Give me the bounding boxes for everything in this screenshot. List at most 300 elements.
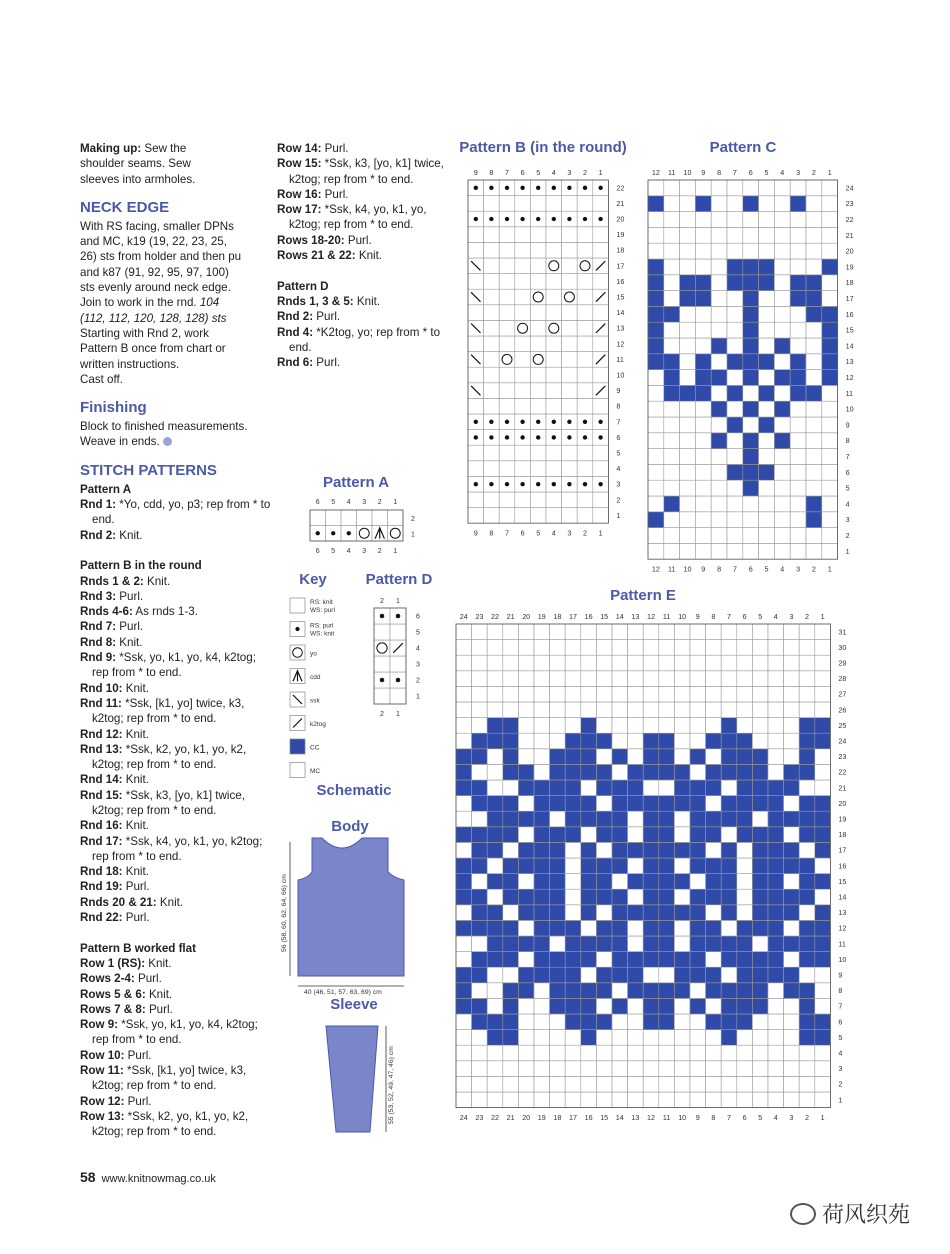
chart-cell (774, 480, 790, 496)
cc-cell (721, 718, 737, 734)
cc-cell (487, 1030, 503, 1046)
chart-cell (577, 367, 593, 383)
cc-cell (822, 354, 838, 370)
chart-cell (706, 796, 722, 812)
cc-cell (550, 780, 566, 796)
instruction-label: Rows 2-4: (80, 972, 135, 986)
pattern-e-title: Pattern E (610, 587, 676, 604)
chart-cell (664, 227, 680, 243)
chart-cell (737, 624, 753, 640)
chart-cell (518, 702, 534, 718)
chart-cell (612, 764, 628, 780)
chart-cell (472, 718, 488, 734)
chart-cell (737, 702, 753, 718)
cc-cell (664, 354, 680, 370)
cc-cell (759, 259, 775, 275)
instruction-row (80, 497, 275, 528)
chart-cell (680, 243, 696, 259)
column-number: 19 (537, 1112, 546, 1122)
purl-dot (583, 420, 587, 424)
chart-cell (706, 1061, 722, 1077)
chart-cell (534, 1061, 550, 1077)
chart-cell (499, 367, 515, 383)
row-number: 10 (616, 370, 625, 380)
chart-cell (518, 749, 534, 765)
cc-cell (503, 983, 519, 999)
cc-cell (581, 936, 597, 952)
instruction-label: Rnd 8: (80, 635, 117, 649)
chart-cell (515, 289, 531, 305)
chart-cell (518, 998, 534, 1014)
chart-cell (612, 702, 628, 718)
row-number: 18 (616, 245, 625, 255)
chart-cell (503, 686, 519, 702)
chart-cell (534, 1045, 550, 1061)
chart-cell (721, 655, 737, 671)
row-number: 12 (838, 923, 847, 933)
pattern-c-title: Pattern C (709, 139, 777, 156)
chart-cell (577, 383, 593, 399)
key-label: RS: purl (310, 622, 334, 630)
chart-cell (565, 1045, 581, 1061)
chart-cell (721, 1061, 737, 1077)
row-number: 2 (616, 495, 621, 505)
row-number: 27 (838, 689, 847, 699)
chart-cell (518, 1092, 534, 1108)
column-number: 3 (789, 612, 794, 621)
cc-cell (628, 952, 644, 968)
cc-cell (768, 780, 784, 796)
chart-cell (530, 274, 546, 290)
chart-cell (664, 212, 680, 228)
column-number: 14 (615, 612, 624, 621)
chart-cell (711, 180, 727, 196)
cc-cell (822, 370, 838, 386)
chart-cell (628, 889, 644, 905)
purl-dot (520, 420, 524, 424)
cc-cell (565, 936, 581, 952)
chart-cell (643, 640, 659, 656)
chart-cell (468, 336, 484, 352)
chart-cell (774, 354, 790, 370)
row-number: 2 (845, 531, 850, 541)
cc-cell (503, 874, 519, 890)
key-title: Key (299, 571, 327, 588)
cc-cell (721, 858, 737, 874)
cc-cell (648, 338, 664, 354)
chart-cell (565, 1092, 581, 1108)
chart-cell (759, 322, 775, 338)
instruction-text: Purl. (124, 1048, 152, 1062)
chart-cell (628, 686, 644, 702)
chart-cell (784, 655, 800, 671)
cc-cell (759, 464, 775, 480)
chart-cell (518, 718, 534, 734)
cc-cell (774, 338, 790, 354)
neck-edge-line: 26) sts from holder and then pu (80, 250, 242, 264)
chart-cell (784, 640, 800, 656)
chart-cell (515, 242, 531, 258)
cc-cell (628, 905, 644, 921)
cc-cell (752, 967, 768, 983)
cc-cell (550, 889, 566, 905)
chart-cell (550, 624, 566, 640)
chart-cell (628, 655, 644, 671)
purl-dot (536, 482, 540, 486)
chart-cell (628, 936, 644, 952)
chart-cell (487, 749, 503, 765)
chart-cell (774, 212, 790, 228)
chart-cell (565, 671, 581, 687)
chart-cell (674, 702, 690, 718)
cc-cell (752, 780, 768, 796)
chart-cell (534, 702, 550, 718)
pattern-d-instructions (277, 294, 447, 370)
chart-cell (806, 480, 822, 496)
cc-cell (784, 889, 800, 905)
instruction-row (80, 681, 275, 696)
cc-cell (472, 842, 488, 858)
chart-cell (674, 655, 690, 671)
cc-cell (752, 858, 768, 874)
chart-cell (518, 671, 534, 687)
chart-cell (664, 464, 680, 480)
instruction-text: Purl. (134, 972, 162, 986)
instruction-text: Purl. (124, 1094, 152, 1108)
chart-cell (759, 196, 775, 212)
chart-cell (499, 508, 515, 524)
chart-cell (752, 671, 768, 687)
row-number: 4 (838, 1048, 843, 1058)
instruction-label: Rnd 4: (277, 325, 314, 339)
column-number: 18 (553, 612, 562, 621)
row-number: 9 (616, 386, 621, 396)
chart-cell (487, 780, 503, 796)
chart-cell (737, 686, 753, 702)
chart-cell (659, 1045, 675, 1061)
instruction-text: Purl. (145, 1002, 173, 1016)
chart-cell (706, 1076, 722, 1092)
column-number: 4 (346, 499, 351, 506)
chart-cell (706, 686, 722, 702)
instruction-label: Row 11: (80, 1064, 124, 1078)
instruction-row (80, 1002, 275, 1017)
instruction-row (80, 635, 275, 650)
instruction-label: Rnd 17: (80, 834, 123, 848)
chart-cell (518, 624, 534, 640)
chart-cell (648, 528, 664, 544)
cc-cell (472, 920, 488, 936)
cc-cell (659, 998, 675, 1014)
chart-cell (674, 998, 690, 1014)
instruction-label: Row 17: (277, 203, 322, 217)
chart-cell (484, 508, 500, 524)
chart-cell (711, 449, 727, 465)
cc-cell (550, 858, 566, 874)
chart-cell (596, 1030, 612, 1046)
chart-cell (674, 1061, 690, 1077)
chart-cell (468, 367, 484, 383)
body-width-label: 40 (46, 51, 57, 63, 69) cm (304, 989, 382, 996)
chart-cell (518, 796, 534, 812)
chart-cell (752, 718, 768, 734)
chart-cell (515, 398, 531, 414)
chart-cell (759, 227, 775, 243)
chart-cell (815, 640, 831, 656)
cc-cell (550, 998, 566, 1014)
chart-cell (581, 967, 597, 983)
column-number: 9 (701, 564, 706, 572)
chart-cell (695, 528, 711, 544)
cc-cell (534, 952, 550, 968)
chart-cell (499, 492, 515, 508)
chart-cell (503, 671, 519, 687)
chart-cell (484, 227, 500, 243)
cc-cell (721, 952, 737, 968)
purl-dot (567, 482, 571, 486)
chart-cell (759, 401, 775, 417)
chart-cell (593, 445, 609, 461)
chart-cell (546, 227, 562, 243)
chart-cell (593, 336, 609, 352)
chart-cell (577, 305, 593, 321)
column-number: 3 (796, 564, 801, 572)
instruction-label: Rows 18-20: (277, 233, 345, 247)
chart-cell (648, 401, 664, 417)
chart-cell (680, 212, 696, 228)
cc-cell (737, 967, 753, 983)
column-number: 24 (459, 1112, 468, 1122)
chart-cell (822, 543, 838, 559)
purl-dot (474, 186, 478, 190)
chart-cell (674, 1030, 690, 1046)
chart-cell (664, 433, 680, 449)
instruction-row (80, 1109, 275, 1140)
chart-cell (768, 624, 784, 640)
chart-cell (643, 1076, 659, 1092)
cc-cell (487, 920, 503, 936)
instruction-row (277, 202, 447, 233)
neck-edge-line: Pattern B once from chart or (80, 342, 226, 356)
chart-cell (643, 655, 659, 671)
column-number: 14 (615, 1112, 624, 1122)
cc-cell (659, 874, 675, 890)
chart-cell (695, 496, 711, 512)
instruction-row (277, 248, 447, 263)
purl-dot (552, 217, 556, 221)
chart-cell (456, 1014, 472, 1030)
cc-cell (648, 306, 664, 322)
cc-cell (690, 889, 706, 905)
chart-cell (581, 1076, 597, 1092)
instruction-text: *Ssk, k2, yo, k1, yo, k2, k2tog; rep from * to end. (92, 1109, 249, 1139)
cc-cell (565, 920, 581, 936)
column-number: 6 (742, 612, 747, 621)
chart-cell (674, 920, 690, 936)
cc-cell (659, 796, 675, 812)
chart-cell (737, 889, 753, 905)
cc-cell (456, 780, 472, 796)
chart-cell (737, 718, 753, 734)
cc-cell (695, 291, 711, 307)
chart-cell (806, 449, 822, 465)
row-number: 19 (838, 814, 847, 824)
instruction-row (277, 309, 447, 324)
cc-cell (721, 998, 737, 1014)
cc-cell (503, 858, 519, 874)
key-label: ssk (310, 697, 320, 705)
chart-cell (674, 686, 690, 702)
instruction-row (277, 325, 447, 356)
chart-cell (752, 655, 768, 671)
chart-cell (727, 338, 743, 354)
instruction-label: Row 12: (80, 1094, 125, 1108)
pattern-a-instructions (80, 497, 275, 543)
chart-cell (628, 858, 644, 874)
chart-cell (674, 858, 690, 874)
cc-cell (680, 385, 696, 401)
chart-cell (518, 1076, 534, 1092)
cc-cell (706, 936, 722, 952)
cc-cell (612, 796, 628, 812)
cc-cell (612, 952, 628, 968)
chart-cell (822, 433, 838, 449)
chart-cell (815, 764, 831, 780)
column-2 (277, 141, 447, 370)
chart-cell (518, 733, 534, 749)
chart-cell (664, 180, 680, 196)
chart-cell (822, 227, 838, 243)
cc-cell (706, 764, 722, 780)
instruction-row (80, 619, 275, 634)
chart-cell (743, 227, 759, 243)
chart-cell (659, 967, 675, 983)
cc-cell (550, 905, 566, 921)
chart-cell (503, 842, 519, 858)
row-number: 4 (616, 464, 621, 474)
cc-cell (503, 764, 519, 780)
chart-cell (806, 212, 822, 228)
column-number: 9 (695, 1112, 700, 1122)
chart-cell (562, 367, 578, 383)
chart-cell (550, 1076, 566, 1092)
chart-cell (484, 242, 500, 258)
chart-cell (565, 1061, 581, 1077)
chart-cell (565, 702, 581, 718)
cc-cell (534, 780, 550, 796)
cc-cell (648, 259, 664, 275)
cc-cell (706, 983, 722, 999)
chart-cell (674, 936, 690, 952)
cc-cell (472, 796, 488, 812)
instruction-row (80, 910, 275, 925)
cc-cell (581, 1030, 597, 1046)
chart-cell (499, 227, 515, 243)
instruction-row (80, 864, 275, 879)
chart-cell (612, 1076, 628, 1092)
column-number: 8 (489, 168, 494, 177)
cc-cell (659, 889, 675, 905)
cc-cell (643, 764, 659, 780)
cc-cell (752, 764, 768, 780)
row-number: 7 (845, 452, 850, 462)
cc-cell (674, 796, 690, 812)
column-number: 21 (506, 1112, 515, 1122)
column-number: 3 (362, 548, 367, 555)
column-number: 21 (506, 612, 515, 621)
chart-cell (790, 417, 806, 433)
column-number: 1 (393, 548, 398, 555)
chart-cell (690, 671, 706, 687)
chart-cell (628, 671, 644, 687)
row-number: 14 (838, 892, 847, 902)
column-number: 2 (811, 168, 816, 177)
chart-cell (752, 811, 768, 827)
cc-cell (664, 370, 680, 386)
neck-edge-line (80, 295, 275, 310)
cc-cell (643, 796, 659, 812)
chart-cell (774, 243, 790, 259)
chart-cell (487, 640, 503, 656)
key-label: yo (310, 650, 317, 658)
instruction-row (277, 156, 447, 187)
sleeve-schematic (320, 1014, 400, 1136)
cc-cell (596, 936, 612, 952)
column-number: 12 (651, 564, 660, 572)
row-number: 2 (838, 1079, 843, 1089)
chart-cell (706, 671, 722, 687)
chart-cell (752, 1030, 768, 1046)
chart-cell (711, 196, 727, 212)
chart-cell (593, 274, 609, 290)
chart-cell (456, 733, 472, 749)
chart-cell (472, 655, 488, 671)
chart-cell (472, 811, 488, 827)
chart-cell (768, 983, 784, 999)
row-number: 22 (845, 215, 854, 225)
chart-cell (612, 874, 628, 890)
cc-cell (648, 354, 664, 370)
row-number: 3 (845, 515, 850, 525)
chart-cell (711, 227, 727, 243)
chart-cell (737, 874, 753, 890)
chart-cell (815, 889, 831, 905)
chart-cell (674, 889, 690, 905)
chart-cell (759, 370, 775, 386)
chart-cell (550, 655, 566, 671)
chart-cell (822, 180, 838, 196)
chart-cell (648, 180, 664, 196)
cc-cell (550, 827, 566, 843)
cc-cell (643, 858, 659, 874)
chart-cell (799, 671, 815, 687)
cc-cell (695, 196, 711, 212)
row-number: 8 (616, 401, 621, 411)
chart-cell (643, 671, 659, 687)
row-number: 15 (616, 292, 625, 302)
instruction-text: Knit. (116, 635, 143, 649)
cc-cell (706, 733, 722, 749)
chart-cell (581, 640, 597, 656)
chart-cell (515, 383, 531, 399)
chart-cell (628, 640, 644, 656)
chart-cell (562, 461, 578, 477)
neck-edge-line: Starting with Rnd 2, work (80, 326, 209, 340)
chart-cell (550, 1014, 566, 1030)
row-number: 1 (845, 546, 850, 556)
chart-cell (530, 320, 546, 336)
chart-cell (643, 1030, 659, 1046)
